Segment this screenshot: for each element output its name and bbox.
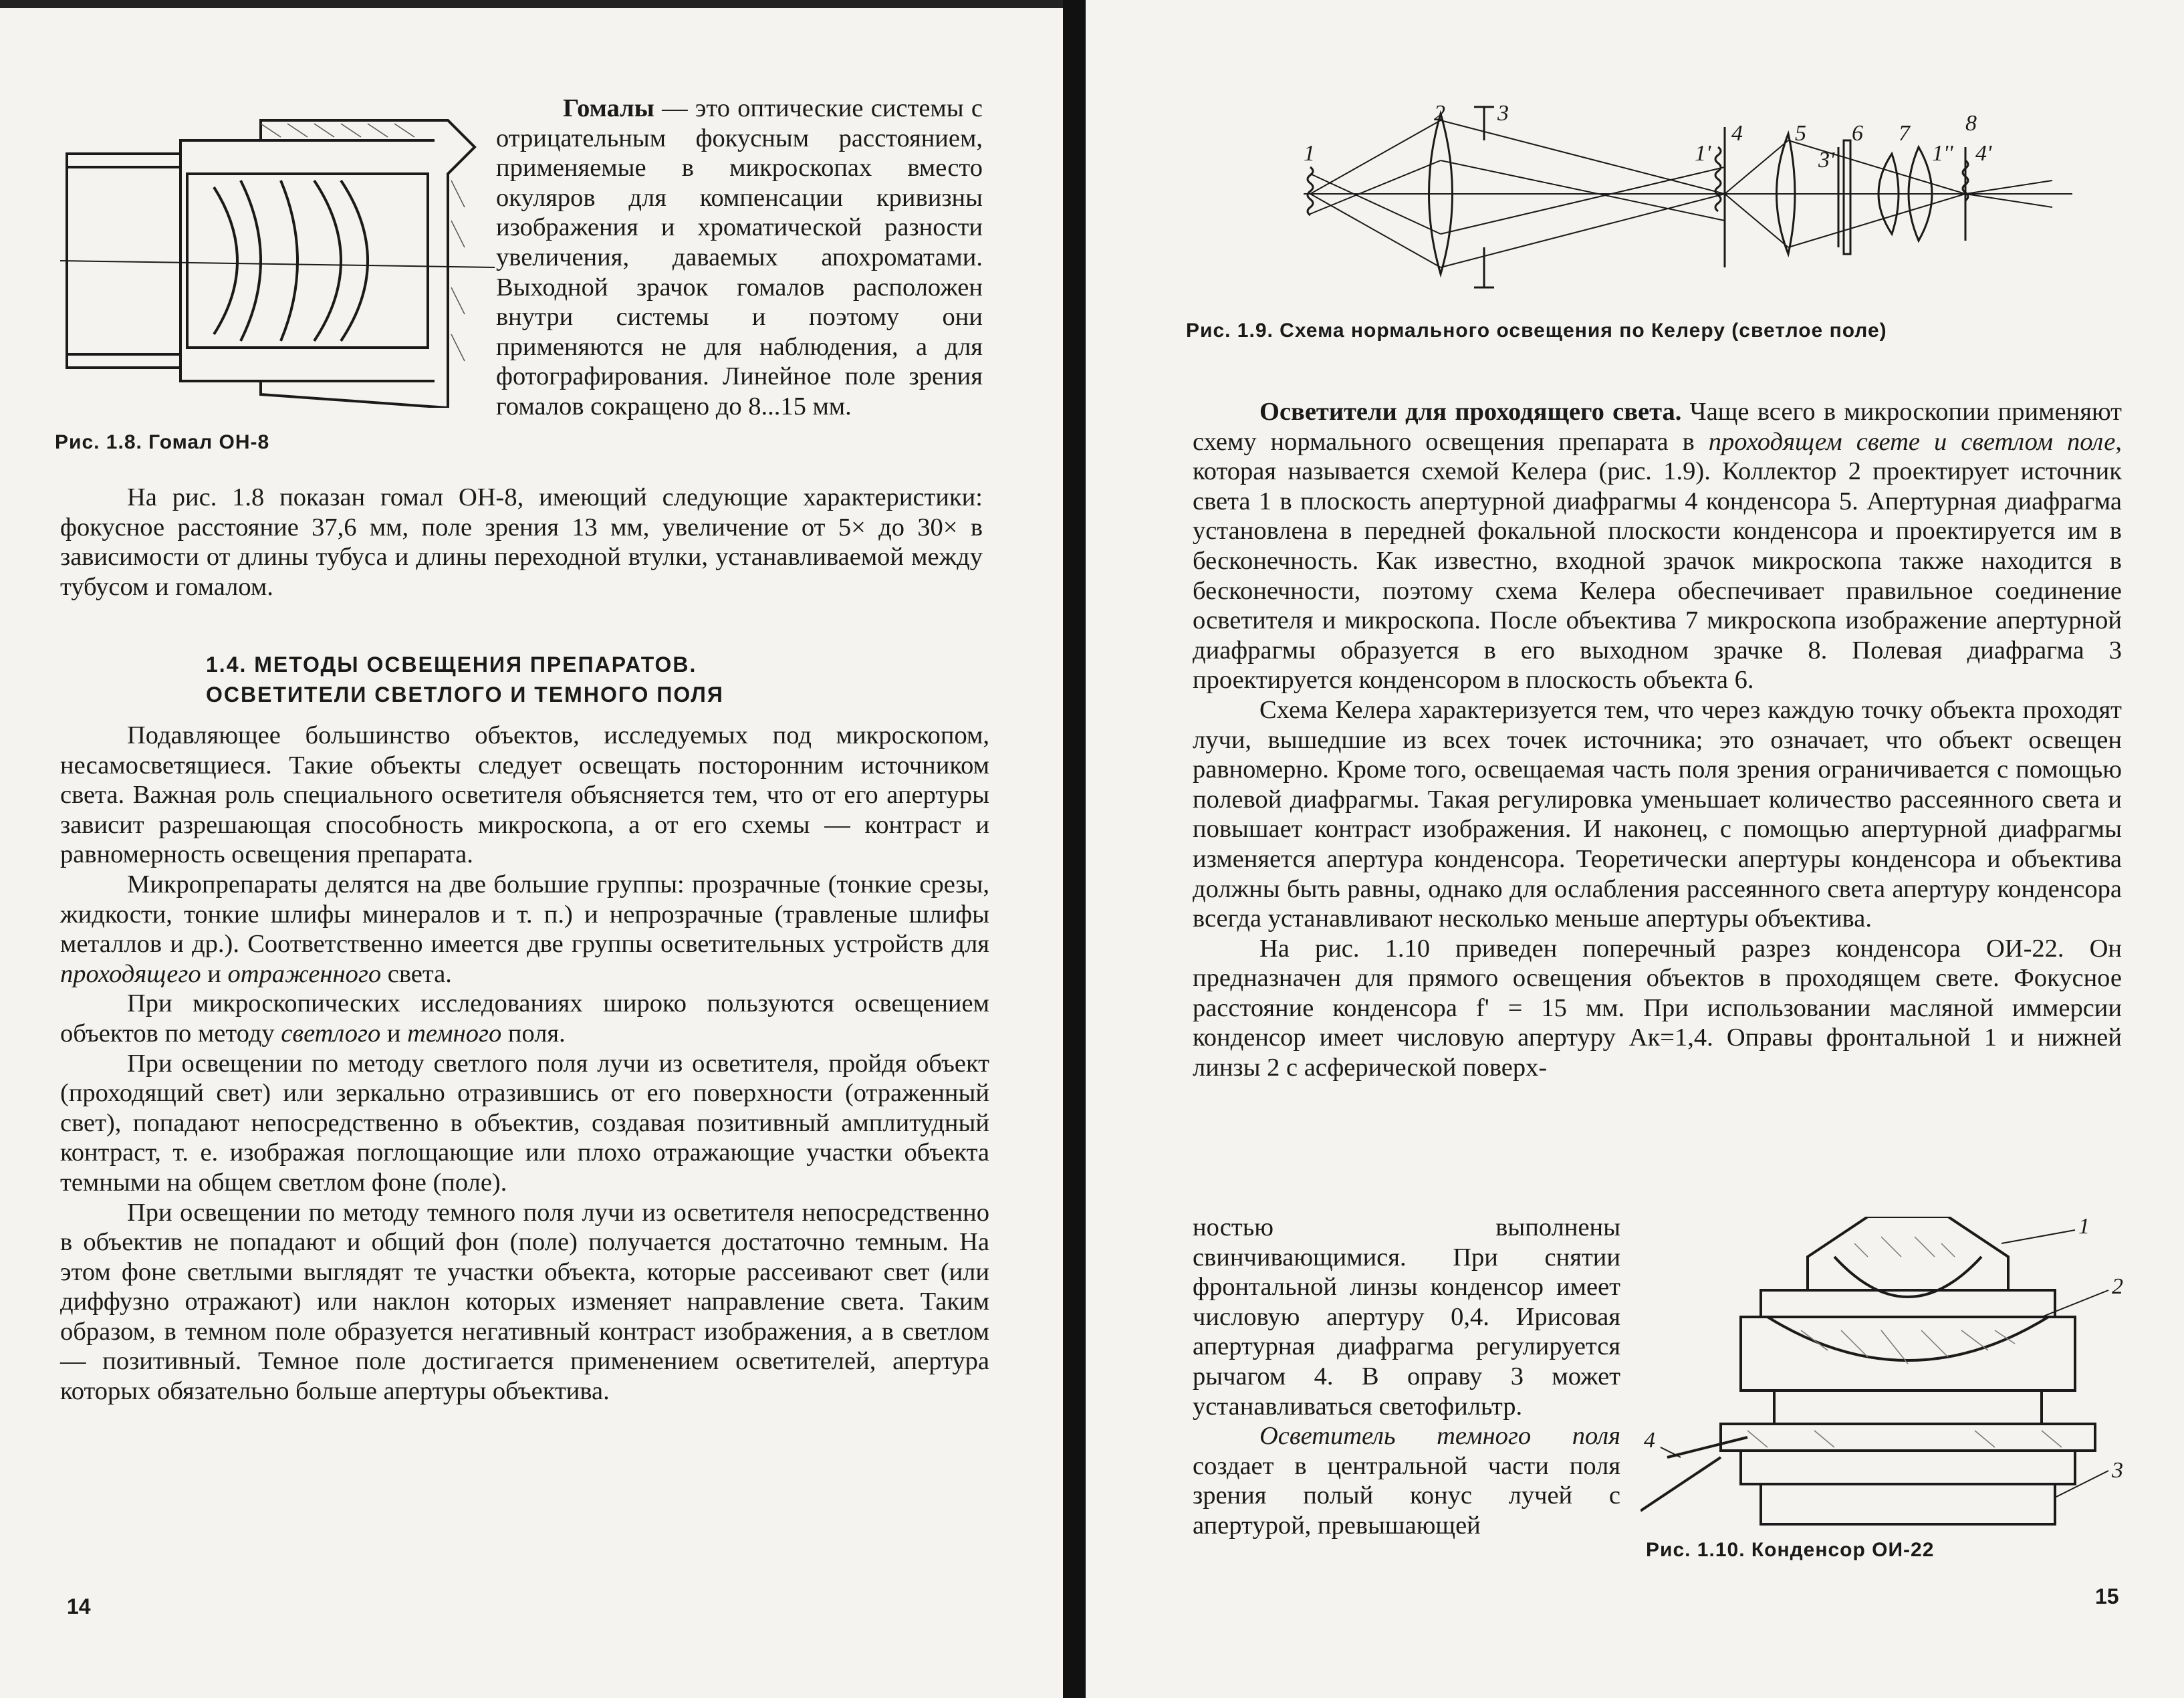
paragraph-4: При освещении по методу светлого поля лучи из осветителя, пройдя объект (проходящий свет) или зеркально отразившись от его поверхности (отраженный свет), попадают непосредственно в объектив, создавая позитивный амплитудный контраст, т. е. изображая поглощающие или плохо отражающие участки объекта темными на общем светлом фоне (поле). — [60, 1049, 989, 1197]
fig-1-9-koehler-diagram — [1304, 100, 2159, 301]
fig-1-8-caption: Рис. 1.8. Гомал ОН-8 — [55, 431, 270, 453]
p2-text-a: Микропрепараты делятся на две большие группы: прозрачные (тонкие срезы, жидкости, тонкие шлифы минералов и т. п.) и непрозрачные (травленые шлифы металлов и др.). Соответственно имеется две группы осветительных устройств для — [60, 870, 989, 959]
paragraph-oi22: На рис. 1.10 приведен поперечный разрез конденсора ОИ-22. Он предназначен для прямого освещения объектов в проходящем свете. Фокусное расстояние конденсора f' = 15 мм. При использовании масляной иммерсии конденсор имеет числовую апертуру Aк=1,4. Оправы фронтальной 1 и нижней линзы 2 с асферической поверх- — [1193, 934, 2122, 1082]
p3-italic-2: темного — [407, 1019, 502, 1048]
fig-1-9-caption: Рис. 1.9. Схема нормального освещения по Келеру (светлое поле) — [1186, 320, 1887, 342]
fig-1-10-caption: Рис. 1.10. Конденсор ОИ-22 — [1646, 1539, 1935, 1561]
label-2: 2 — [2112, 1274, 2123, 1299]
fig-1-10-condenser-drawing — [1641, 1217, 2162, 1551]
koehler-italic: проходящем свете и светлом поле — [1708, 427, 2116, 456]
page-number-left: 14 — [67, 1594, 91, 1618]
paragraph-1: Подавляющее большинство объектов, исследуемых под микроскопом, несамосветящиеся. Такие объекты следует освещать посторонним источником света. Важная роль специального осветителя объясняется тем, что от его апертуры зависит разрешающая способность микроскопа, а от его схемы — контраст и равномерность освещения препарата. — [60, 721, 989, 869]
p3-italic-1: светлого — [281, 1019, 381, 1048]
paragraph-3 — [60, 989, 989, 1048]
paragraph-oi22-continued: ностью выполнены свинчивающимися. При снятии фронтальной линзы конденсор имеет числовую апертуру 0,4. Ирисовая апертурная диафрагма регулируется рычагом 4. В оправу 3 может устанавливаться светофильтр. — [1193, 1213, 1620, 1421]
darkfield-text: создает в центральной части поля зрения полый конус лучей с апертурой, превышающей — [1193, 1451, 1620, 1540]
paragraph-koehler-features: Схема Келера характеризуется тем, что через каждую точку объекта проходят лучи, вышедшие из всех точек источника; это означает, что объект освещен равномерно. Кроме того, освещаемая часть поля зрения ограничивается с помощью полевой диафрагмы. Такая регулировка уменьшает количество рассеянного света и повышает контраст изображения. И наконец, с помощью апертурной диафрагмы изменяется апертура конденсора. Теоретически апертуры конденсора и объектива должны быть равны, однако для ослабления рассеянного света апертуру конденсора всегда устанавливают несколько меньше апертуры объектива. — [1193, 695, 2122, 933]
right-body-text — [1193, 397, 2122, 1083]
label-5: 5 — [1795, 121, 1806, 146]
label-4: 4 — [1731, 121, 1743, 146]
p3-text-c: поля. — [501, 1019, 566, 1048]
label-1: 1 — [2078, 1217, 2090, 1239]
koehler-text-a: Чаще всего в микроскопии применяют схему нормального освещения препарата в — [1193, 398, 2122, 456]
paragraph-5: При освещении по методу темного поля лучи из осветителя непосредственно в объектив не попадают и общий фон (поле) получается достаточно темным. На этом фоне светлыми выглядят те участки объекта, которые рассеивают свет (или диффузно отражают) или наклон которых изменяет направление света. Таким образом, в темном поле образуется негативный контраст изображения, а в светлом — позитивный. Темное поле достигается применением осветителей, апертура которых обязательно больше апертуры объектива. — [60, 1198, 989, 1406]
label-1: 1 — [1304, 141, 1315, 166]
label-2: 2 — [1434, 101, 1445, 126]
label-6: 6 — [1852, 121, 1863, 146]
subsection-title: Осветители для проходящего света. — [1259, 398, 1682, 426]
paragraph-koehler — [1193, 397, 2122, 695]
p2-text-b: и — [201, 959, 228, 988]
p3-text-a: При микроскопических исследованиях широко пользуются освещением объектов по методу — [60, 989, 989, 1048]
label-1-double-prime: 1'' — [1932, 141, 1953, 166]
label-3: 3 — [2112, 1458, 2123, 1483]
fig-1-8-gomal-drawing — [60, 114, 501, 408]
p2-italic-2: отраженного — [227, 959, 382, 988]
label-7: 7 — [1899, 121, 1910, 146]
p3-text-b: и — [380, 1019, 408, 1048]
section-heading-line-1: 1.4. МЕТОДЫ ОСВЕЩЕНИЯ ПРЕПАРАТОВ. — [206, 652, 697, 677]
darkfield-italic: Осветитель темного поля — [1259, 1422, 1620, 1451]
label-3: 3 — [1497, 101, 1509, 126]
oh8-characteristics — [60, 483, 983, 602]
label-8: 8 — [1965, 111, 1977, 136]
left-body-text — [60, 721, 989, 1407]
paragraph-darkfield — [1193, 1421, 1620, 1540]
gomal-paragraph: Гомалы — это оптические системы с отрицательным фокусным расстоянием, применяемые в микроскопах вместо окуляров для компенсации кривизны изображения и хроматической разности увеличения, даваемых апохроматами. Выходной зрачок гомалов расположен внутри системы и поэтому они применяются не для наблюдения, а для фотографирования. Линейное поле зрения гомалов сокращено до 8...15 мм. — [496, 94, 983, 420]
right-narrow-text — [1193, 1213, 1620, 1541]
oh8-paragraph: На рис. 1.8 показан гомал ОН-8, имеющий следующие характеристики: фокусное расстояние 37,6 мм, поле зрения 13 мм, увеличение от 5× до 30× в зависимости от длины тубуса и длины переходной втулки, устанавливаемой между тубусом и гомалом. — [60, 483, 983, 601]
p2-text-c: света. — [381, 959, 452, 988]
label-4: 4 — [1644, 1428, 1655, 1453]
gomal-definition — [496, 94, 983, 422]
paragraph-2 — [60, 870, 989, 989]
label-3-prime: 3' — [1818, 148, 1835, 172]
label-1-prime: 1' — [1695, 141, 1711, 166]
gomal-term: Гомалы — [563, 94, 654, 122]
p2-italic-1: проходящего — [60, 959, 201, 988]
right-page — [1086, 0, 2184, 1698]
book-gutter — [1063, 0, 1086, 1698]
label-4-prime: 4' — [1975, 141, 1992, 166]
page-number-right: 15 — [2095, 1584, 2119, 1608]
koehler-text-b: , которая называется схемой Келера (рис. 1.9). Коллектор 2 проектирует источник света 1 в плоскость апертурной диафрагмы 4 конденсора 5. Апертурная диафрагма установлена в передней фокальной плоскости конденсора и проектируется им в бесконечность. Как известно, входной зрачок микроскопа также находится в бесконечности, поэтому схема Келера обеспечивает правильное соединение осветителя и микроскопа. После объектива 7 микроскопа изображение апертурной диафрагмы образуется в его выходном зрачке 8. Полевая диафрагма 3 проектируется конденсором в плоскость объекта 6. — [1193, 427, 2122, 695]
section-heading-line-2: ОСВЕТИТЕЛИ СВЕТЛОГО И ТЕМНОГО ПОЛЯ — [206, 683, 724, 707]
left-page — [0, 0, 1063, 1698]
